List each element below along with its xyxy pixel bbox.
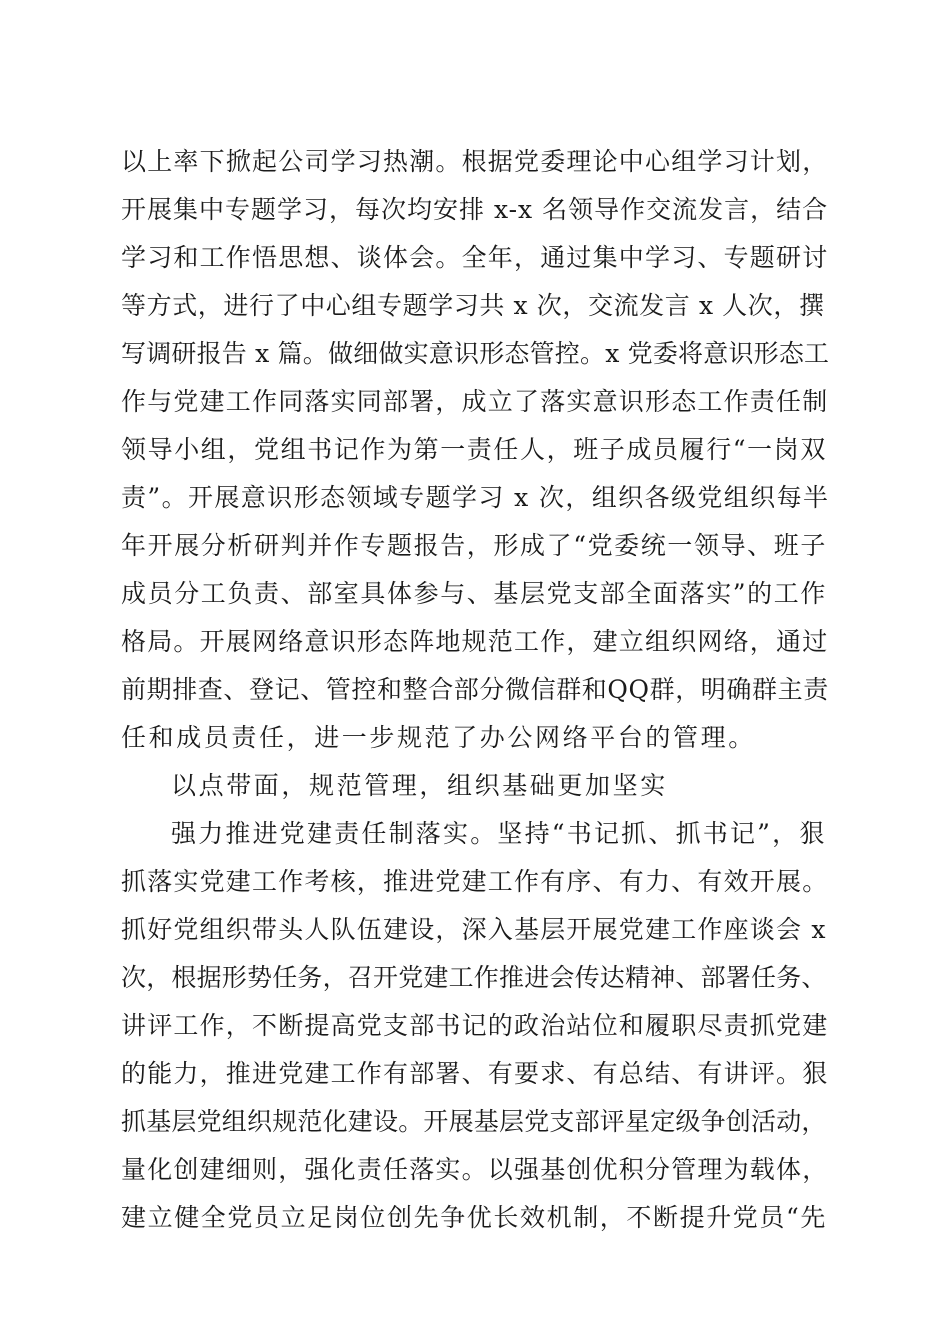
paragraph-line: 责”。开展意识形态领域专题学习 x 次，组织各级党组织每半 [121,483,830,512]
section-heading: 以点带面，规范管理，组织基础更加坚实 [171,771,668,800]
paragraph-line: 等方式，进行了中心组专题学习共 x 次，交流发言 x 人次，撰 [121,291,825,320]
paragraph-line: 的能力，推进党建工作有部署、有要求、有总结、有讲评。狠 [121,1059,829,1088]
paragraph-line: 任和成员责任，进一步规范了办公网络平台的管理。 [121,723,756,752]
paragraph-line: 作与党建工作同落实同部署，成立了落实意识形态工作责任制 [121,387,829,416]
paragraph-line: 写调研报告 x 篇。做细做实意识形态管控。x 党委将意识形态工 [121,339,830,368]
paragraph-line: 抓落实党建工作考核，推进党建工作有序、有力、有效开展。 [121,867,829,896]
paragraph-line: 格局。开展网络意识形态阵地规范工作，建立组织网络，通过 [121,627,829,656]
paragraph-line: 成员分工负责、部室具体参与、基层党支部全面落实”的工作 [121,579,827,608]
paragraph-line: 以上率下掀起公司学习热潮。根据党委理论中心组学习计划， [121,147,829,176]
paragraph-line: 开展集中专题学习，每次均安排 x-x 名领导作交流发言，结合 [121,195,829,224]
paragraph-line: 学习和工作悟思想、谈体会。全年，通过集中学习、专题研讨 [121,243,829,272]
paragraph-line: 抓好党组织带头人队伍建设，深入基层开展党建工作座谈会 x [121,915,827,944]
paragraph-line: 前期排查、登记、管控和整合部分微信群和QQ群，明确群主责 [121,675,829,704]
paragraph-line: 量化创建细则，强化责任落实。以强基创优积分管理为载体， [121,1155,829,1184]
paragraph-line: 抓基层党组织规范化建设。开展基层党支部评星定级争创活动， [121,1107,827,1136]
paragraph-line: 讲评工作，不断提高党支部书记的政治站位和履职尽责抓党建 [121,1011,829,1040]
paragraph-line: 领导小组，党组书记作为第一责任人，班子成员履行“一岗双 [121,435,827,464]
paragraph-line: 强力推进党建责任制落实。坚持“书记抓、抓书记”，狠 [171,819,827,848]
paragraph-line: 年开展分析研判并作专题报告，形成了“党委统一领导、班子 [121,531,827,560]
paragraph-line: 建立健全党员立足岗位创先争优长效机制，不断提升党员“先 [121,1203,827,1232]
paragraph-line: 次，根据形势任务，召开党建工作推进会传达精神、部署任务、 [121,963,827,992]
